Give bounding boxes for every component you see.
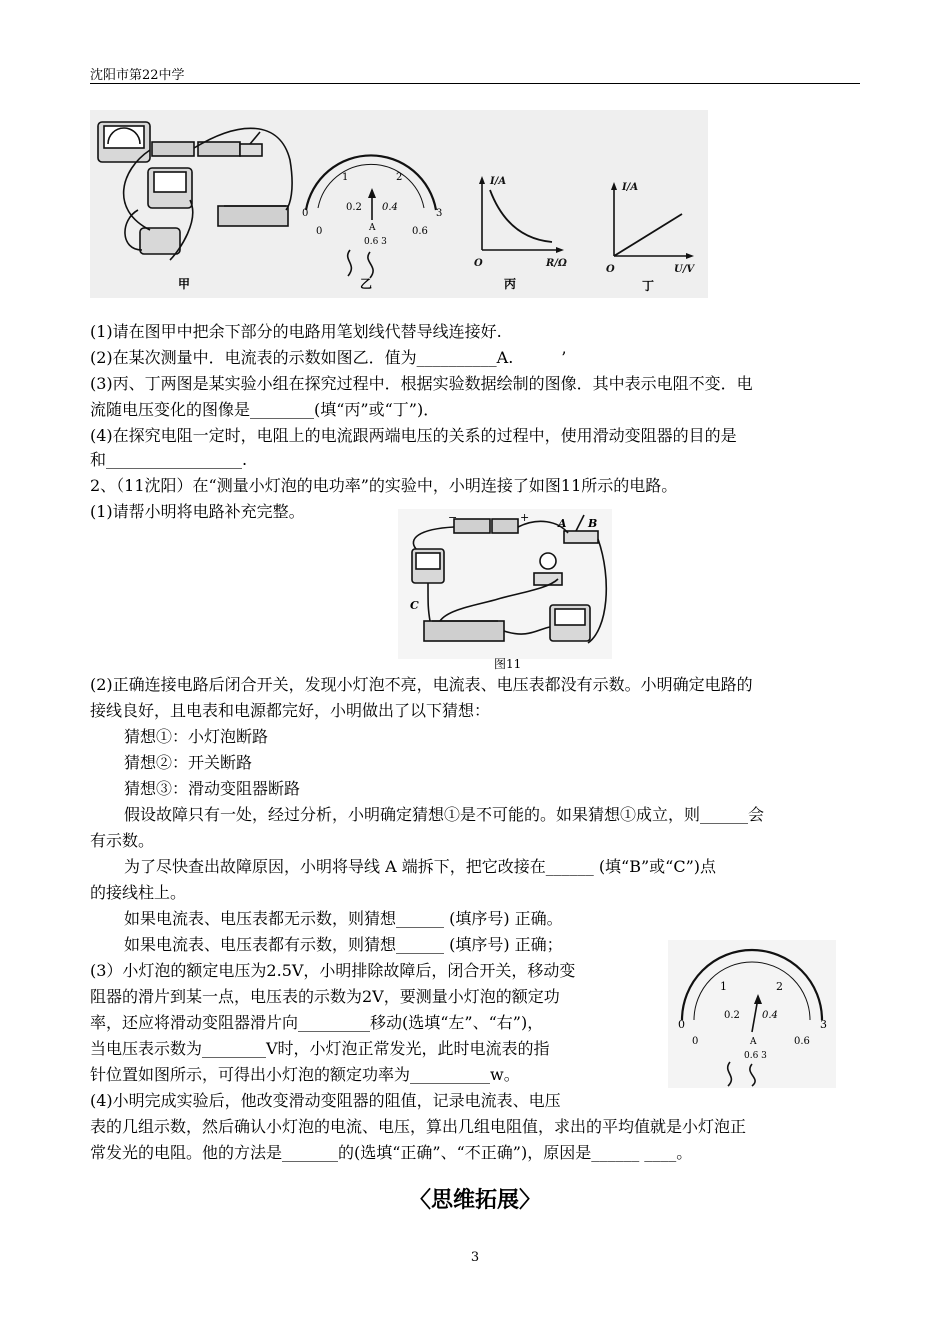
q2-part-3-line-4: 当电压表示数为________V时，小灯泡正常发光，此时电流表的指: [90, 1039, 550, 1058]
scale-major-2: 2: [396, 172, 403, 183]
header-rule: [90, 83, 860, 84]
reading-scale-minor-06: 0.6: [794, 1036, 810, 1047]
meter-terminals: 0.6 3: [364, 237, 387, 247]
fig11-label-b: B: [588, 517, 598, 530]
q2-case-reading: 如果电流表、电压表都有示数，则猜想______ (填序号) 正确；: [124, 935, 563, 954]
panel-label-ding: 丁: [642, 279, 655, 293]
figure-top-circuit-and-graphs: [90, 110, 708, 298]
reading-scale-minor-02: 0.2: [724, 1010, 740, 1021]
reading-scale-major-0: 0: [678, 1018, 685, 1031]
q2-guess-2: 猜想②：开关断路: [124, 753, 253, 772]
q2-analysis-line-2: 有示数。: [90, 831, 155, 850]
graph-ding: [606, 182, 695, 275]
q2-part-1: (1)请帮小明将电路补充完整。: [90, 502, 305, 521]
scale-minor-0: 0: [316, 226, 323, 237]
panel-label-bing: 丙: [504, 277, 517, 291]
figure-11-caption: 图11: [494, 657, 522, 671]
circuit-sketch-jia: [98, 122, 292, 260]
q1-line-6: 和_________________.: [90, 450, 248, 469]
graph-ding-x-label: U/V: [674, 264, 695, 275]
reading-scale-major-3: 3: [820, 1018, 827, 1031]
reading-meter-terminals: 0.6 3: [744, 1051, 767, 1061]
fig11-label-c: C: [410, 599, 419, 612]
q1-line-1: (1)请在图甲中把余下部分的电路用笔划线代替导线连接好.: [90, 322, 502, 341]
q2-part-4-line-3: 常发光的电阻。他的方法是_______的(选填“正确”、“不正确”)，原因是______ ____。: [90, 1143, 693, 1162]
q1-line-2: (2)在某次测量中．电流表的示数如图乙．值为__________A. ’: [90, 348, 567, 367]
page-header: 沈阳市第22中学: [90, 68, 185, 83]
q2-guess-3: 猜想③：滑动变阻器断路: [124, 779, 301, 798]
q2-guess-1: 猜想①：小灯泡断路: [124, 727, 269, 746]
ammeter-scale-yi: [302, 155, 442, 278]
meter-unit: A: [369, 223, 376, 233]
fig11-label-minus: −: [448, 511, 458, 524]
q2-analysis-line-1: 假设故障只有一处，经过分析，小明确定猜想①是不可能的。如果猜想①成立，则______会: [124, 805, 765, 824]
q2-part-3-line-2: 阻器的滑片到某一点，电压表的示数为2V，要测量小灯泡的额定功: [90, 987, 560, 1006]
page-number: 3: [470, 1250, 480, 1265]
q2-part-2-line-1: (2)正确连接电路后闭合开关，发现小灯泡不亮，电流表、电压表都没有示数。小明确定电路的: [90, 675, 753, 694]
graph-bing-x-label: R/Ω: [546, 258, 567, 269]
reading-scale-minor-04: 0.4: [762, 1010, 778, 1021]
q2-check-line-2: 的接线柱上。: [90, 883, 187, 902]
reading-scale-major-1: 1: [720, 980, 727, 993]
figure-11-circuit: [398, 509, 612, 659]
scale-minor-02: 0.2: [346, 202, 362, 213]
scale-major-0: 0: [302, 208, 309, 219]
q1-line-5: (4)在探究电阻一定时，电阻上的电流跟两端电压的关系的过程中，使用滑动变阻器的目的是: [90, 426, 737, 445]
graph-bing-origin: O: [474, 258, 483, 269]
figure-ammeter-reading: [668, 940, 836, 1088]
graph-bing: [474, 176, 567, 269]
panel-label-jia: 甲: [178, 277, 191, 291]
scale-minor-06: 0.6: [412, 226, 428, 237]
reading-scale-minor-0: 0: [692, 1036, 699, 1047]
scale-major-3: 3: [436, 208, 443, 219]
q1-line-3: (3)丙、丁两图是某实验小组在探究过程中．根据实验数据绘制的图像．其中表示电阻不变．电: [90, 374, 753, 393]
section-title: 〈思维拓展〉: [408, 1187, 541, 1213]
q2-case-no-reading: 如果电流表、电压表都无示数，则猜想______ (填序号) 正确。: [124, 909, 563, 928]
q2-check-line-1: 为了尽快查出故障原因，小明将导线 A 端拆下，把它改接在______ (填“B”或“C”)点: [124, 857, 717, 876]
q2-part-3-line-1: (3）小灯泡的额定电压为2.5V，小明排除故障后，闭合开关，移动变: [90, 961, 576, 980]
q2-part-3-line-5: 针位置如图所示，可得出小灯泡的额定功率为__________w。: [90, 1065, 520, 1084]
scale-major-1: 1: [342, 172, 349, 183]
q2-part-4-line-2: 表的几组示数，然后确认小灯泡的电流、电压，算出几组电阻值，求出的平均值就是小灯泡正: [90, 1117, 747, 1136]
figure-top-drawing: [90, 110, 708, 298]
graph-ding-y-label: I/A: [622, 182, 639, 193]
fig11-label-a: A: [558, 517, 567, 530]
q2-part-4-line-1: (4)小明完成实验后，他改变滑动变阻器的阻值，记录电流表、电压: [90, 1091, 561, 1110]
reading-scale-major-2: 2: [776, 980, 783, 993]
fig11-label-plus: +: [520, 511, 530, 524]
graph-bing-y-label: I/A: [490, 176, 507, 187]
q2-part-2-line-2: 接线良好，且电表和电源都完好，小明做出了以下猜想：: [90, 701, 491, 720]
q1-line-4: 流随电压变化的图像是________(填“丙”或“丁”)．: [90, 400, 440, 419]
reading-meter-unit: A: [750, 1037, 757, 1047]
graph-ding-origin: O: [606, 264, 615, 275]
q2-part-3-line-3: 率，还应将滑动变阻器滑片向_________移动(选填“左”、“右”)，: [90, 1013, 544, 1032]
scale-minor-04: 0.4: [382, 202, 398, 213]
panel-label-yi: 乙: [360, 277, 373, 291]
figure-11-drawing: [398, 509, 612, 659]
ammeter-reading-drawing: [668, 940, 836, 1088]
q2-intro: 2、（11沈阳）在“测量小灯泡的电功率”的实验中，小明连接了如图11所示的电路。: [90, 476, 678, 495]
